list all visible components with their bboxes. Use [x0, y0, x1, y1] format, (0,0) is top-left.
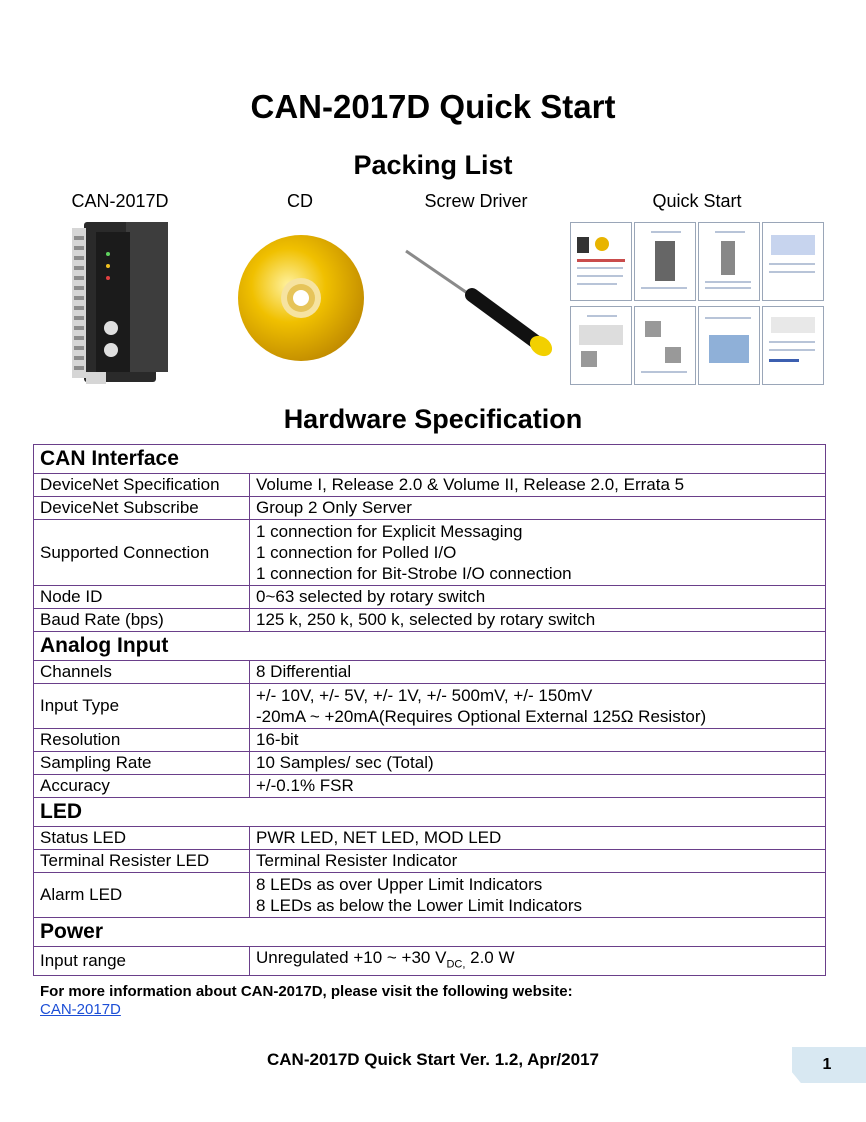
packing-list-heading: Packing List [353, 150, 513, 180]
packing-item-label-screwdriver: Screw Driver [424, 191, 528, 211]
spec-value [250, 520, 826, 586]
table-row [34, 586, 826, 609]
spec-value-line: +/- 10V, +/- 5V, +/- 1V, +/- 500mV, +/- 150mV [256, 686, 593, 705]
table-row [34, 609, 826, 632]
spec-value [250, 947, 826, 976]
quick-start-pages-thumbnails [570, 222, 826, 384]
spec-label: Sampling Rate [34, 752, 250, 775]
spec-label: Resolution [34, 729, 250, 752]
spec-label: Channels [34, 661, 250, 684]
product-website-link[interactable]: CAN-2017D [40, 1001, 121, 1018]
spec-value-line: 1 connection for Polled I/O [256, 543, 457, 562]
spec-value-line: 1 connection for Explicit Messaging [256, 522, 523, 541]
input-range-power: 2.0 W [465, 948, 515, 967]
spec-label: Accuracy [34, 775, 250, 798]
can-2017d-module-photo [66, 218, 178, 386]
spec-value: PWR LED, NET LED, MOD LED [250, 827, 826, 850]
spec-label: DeviceNet Subscribe [34, 497, 250, 520]
spec-value: Terminal Resister Indicator [250, 850, 826, 873]
table-row [34, 947, 826, 976]
input-range-subscript: DC, [446, 958, 466, 971]
section-heading: LED [34, 798, 826, 827]
table-row [34, 684, 826, 729]
section-heading: CAN Interface [34, 445, 826, 474]
spec-value: 10 Samples/ sec (Total) [250, 752, 826, 775]
table-row [34, 850, 826, 873]
section-power [34, 918, 826, 947]
spec-value: 8 Differential [250, 661, 826, 684]
spec-value [250, 873, 826, 918]
spec-label: DeviceNet Specification [34, 474, 250, 497]
input-range-text: Unregulated +10 ~ +30 V [256, 948, 447, 967]
spec-label: Status LED [34, 827, 250, 850]
hardware-spec-table [33, 444, 826, 976]
spec-value [250, 684, 826, 729]
spec-label: Alarm LED [34, 873, 250, 918]
spec-value: 0~63 selected by rotary switch [250, 586, 826, 609]
section-led [34, 798, 826, 827]
table-row [34, 752, 826, 775]
spec-label: Supported Connection [34, 520, 250, 586]
table-row [34, 474, 826, 497]
table-row [34, 775, 826, 798]
table-row [34, 873, 826, 918]
table-row [34, 729, 826, 752]
packing-item-label-cd: CD [287, 191, 313, 211]
spec-value: 16-bit [250, 729, 826, 752]
table-row [34, 827, 826, 850]
more-info-text: For more information about CAN-2017D, please visit the following website: [40, 983, 573, 1000]
spec-value: 125 k, 250 k, 500 k, selected by rotary switch [250, 609, 826, 632]
cd-disc-photo [236, 233, 366, 363]
spec-value: Group 2 Only Server [250, 497, 826, 520]
spec-label: Baud Rate (bps) [34, 609, 250, 632]
spec-value-line: 8 LEDs as over Upper Limit Indicators [256, 875, 543, 894]
packing-item-label-module: CAN-2017D [71, 191, 169, 211]
section-can-interface [34, 445, 826, 474]
screw-driver-photo [400, 245, 560, 360]
spec-value: +/-0.1% FSR [250, 775, 826, 798]
section-analog-input [34, 632, 826, 661]
spec-label: Input range [34, 947, 250, 976]
page-number: 1 [822, 1056, 832, 1073]
page-title: CAN-2017D Quick Start [250, 88, 616, 125]
spec-value-line: 8 LEDs as below the Lower Limit Indicators [256, 896, 582, 915]
spec-value: Volume I, Release 2.0 & Volume II, Release 2.0, Errata 5 [250, 474, 826, 497]
table-row [34, 497, 826, 520]
section-heading: Power [34, 918, 826, 947]
document-version: CAN-2017D Quick Start Ver. 1.2, Apr/2017 [267, 1050, 599, 1069]
table-row [34, 520, 826, 586]
spec-value-line: 1 connection for Bit-Strobe I/O connection [256, 564, 572, 583]
table-row [34, 661, 826, 684]
spec-label: Input Type [34, 684, 250, 729]
spec-label: Terminal Resister LED [34, 850, 250, 873]
spec-label: Node ID [34, 586, 250, 609]
section-heading: Analog Input [34, 632, 826, 661]
spec-value-line: -20mA ~ +20mA(Requires Optional External 125Ω Resistor) [256, 707, 707, 726]
packing-item-label-quick-start: Quick Start [652, 191, 742, 211]
hardware-spec-heading: Hardware Specification [283, 404, 583, 434]
